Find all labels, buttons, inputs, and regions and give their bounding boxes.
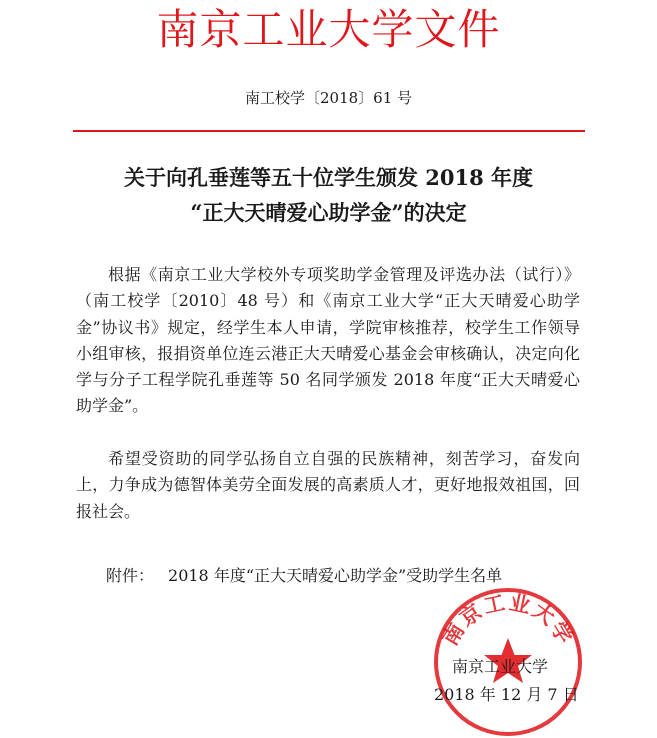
attachment-line <box>106 565 516 587</box>
body-paragraph-1: 根据《南京工业大学校外专项奖助学金管理及评选办法（试行）》（南工校学〔2010〕48 号）和《南京工业大学“正大天晴爱心助学金”协议书》规定，经学生本人申请，学院审核推荐，校学生工作领导小组审核，报捐资单位连云港正大天晴爱心基金会审核确认，决定向化学与分子工程学院孔垂莲等 50 名同学颁发 2018 年度“正大天晴爱心助学金”。 <box>76 265 580 416</box>
document-number: 南工校学〔2018〕61 号 <box>244 89 413 107</box>
issuer-name: 南京工业大学 <box>452 657 549 676</box>
seal-text: 南京工业大学 <box>437 590 579 650</box>
header-red-rule <box>73 130 585 132</box>
attachment-text: 2018 年度“正大天晴爱心助学金”受助学生名单 <box>168 566 503 585</box>
document-title-line-2: “正大天晴爱心助学金”的决定 <box>190 200 467 225</box>
attachment-label: 附件： <box>106 566 155 585</box>
body-paragraph-2: 希望受资助的同学弘扬自立自强的民族精神，刻苦学习，奋发向上，力争成为德智体美劳全面发展的高素质人才，更好地报效祖国，回报社会。 <box>76 449 580 521</box>
document-title-line-1: 关于向孔垂莲等五十位学生颁发 2018 年度 <box>123 165 534 190</box>
document-masthead: 南京工业大学文件 <box>156 5 501 54</box>
issue-date: 2018 年 12 月 7 日 <box>434 685 579 704</box>
